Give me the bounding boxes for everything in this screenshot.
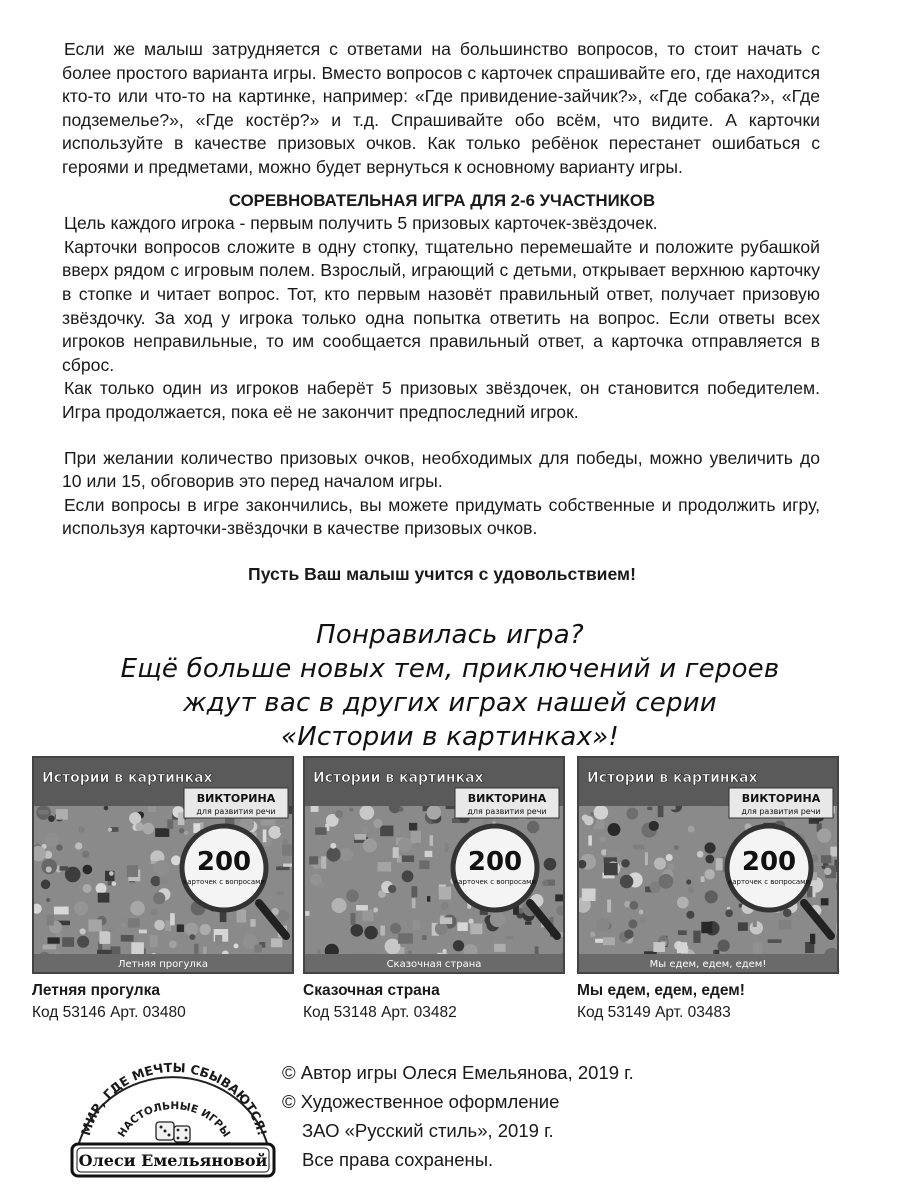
promo-line-3: ждут вас в других играх нашей серии bbox=[183, 688, 717, 718]
promo-line-4: «Истории в картинках»! bbox=[280, 722, 620, 752]
spacer bbox=[62, 425, 820, 447]
section-title: СОРЕВНОВАТЕЛЬНАЯ ИГРА ДЛЯ 2-6 УЧАСТНИКОВ bbox=[228, 190, 656, 210]
box-subtitle: для развития речи bbox=[741, 807, 821, 816]
rules-text bbox=[62, 38, 820, 586]
product-code: Код 53148 Арт. 03482 bbox=[303, 1004, 457, 1021]
copyright-line-3: ЗАО «Русский стиль», 2019 г. bbox=[302, 1120, 554, 1141]
box-subtitle: для развития речи bbox=[196, 807, 276, 816]
box-type: ВИКТОРИНА bbox=[467, 792, 547, 805]
product-name: Летняя прогулка bbox=[32, 982, 161, 999]
copyright-line-2: © Художественное оформление bbox=[282, 1091, 560, 1112]
box-type: ВИКТОРИНА bbox=[741, 792, 821, 805]
box-art bbox=[579, 758, 837, 972]
product-box-3 bbox=[577, 756, 839, 974]
box-type: ВИКТОРИНА bbox=[196, 792, 276, 805]
box-count: 200 bbox=[467, 847, 523, 877]
promo-line-1: Понравилась игра? bbox=[316, 620, 584, 650]
product-code: Код 53146 Арт. 03480 bbox=[32, 1004, 186, 1021]
closing-line: Пусть Ваш малыш учится с удовольствием! bbox=[248, 563, 636, 584]
product-name: Сказочная страна bbox=[303, 982, 440, 999]
logo-plate-text: Олеси Емельяновой bbox=[78, 1151, 268, 1170]
product-code: Код 53149 Арт. 03483 bbox=[577, 1004, 731, 1021]
box-count: 200 bbox=[196, 847, 252, 877]
product-box-2 bbox=[303, 756, 565, 974]
box-count-label: карточек с вопросами bbox=[728, 878, 810, 886]
publisher-logo bbox=[68, 1060, 278, 1180]
box-footer: Мы едем, едем, едем! bbox=[649, 959, 767, 970]
promo-line-2: Ещё больше новых тем, приключений и героев bbox=[120, 654, 780, 684]
goal-paragraph: Цель каждого игрока - первым получить 5 призовых карточек-звёздочек. bbox=[64, 213, 658, 234]
product-name: Мы едем, едем, едем! bbox=[577, 982, 745, 999]
promo-block bbox=[0, 618, 900, 754]
box-count-label: карточек с вопросами bbox=[183, 878, 265, 886]
product-box-1 bbox=[32, 756, 294, 974]
box-count-label: карточек с вопросами bbox=[454, 878, 536, 886]
copyright-line-4: Все права сохранены. bbox=[302, 1149, 494, 1170]
product-caption-2 bbox=[303, 980, 457, 1024]
box-footer: Летняя прогулка bbox=[118, 959, 208, 970]
copyright-block bbox=[282, 1058, 634, 1174]
product-caption-1 bbox=[32, 980, 186, 1024]
box-brand: Истории в картинках bbox=[587, 770, 758, 786]
box-footer: Сказочная страна bbox=[386, 959, 482, 970]
variant-questions-paragraph: Если вопросы в игре закончились, вы можете придумать собственные и продолжить игру, используя карточки-звёздочки в качестве призовых очков. bbox=[62, 494, 820, 539]
box-art bbox=[34, 758, 292, 972]
logo-arc-text: МИР, ГДЕ МЕЧТЫ СБЫВАЮТСЯ! bbox=[77, 1060, 271, 1138]
setup-paragraph: Карточки вопросов сложите в одну стопку, тщательно перемешайте и положите рубашкой вверх рядом с игровым полем. Взрослый, играющий с детьми, открывает верхнюю карточку в стопке и читает вопрос. Тот, кто первым назовёт правильный ответ, получает призовую звёздочку. За ход у игрока только одна попытка ответить на вопрос. Если ответы всех игроков неправильные, то им сообщается правильный ответ, а карточка отправляется в сброс. bbox=[62, 236, 820, 375]
copyright-line-1: © Автор игры Олеся Емельянова, 2019 г. bbox=[282, 1062, 634, 1083]
box-art bbox=[305, 758, 563, 972]
box-brand: Истории в картинках bbox=[313, 770, 484, 786]
product-boxes bbox=[28, 756, 878, 976]
logo-inner-text: НАСТОЛЬНЫЕ ИГРЫ bbox=[115, 1100, 233, 1140]
box-count: 200 bbox=[741, 847, 797, 877]
box-subtitle: для развития речи bbox=[467, 807, 547, 816]
intro-paragraph: Если же малыш затрудняется с ответами на большинство вопросов, то стоит начать с более простого варианта игры. Вместо вопросов с карточек спрашивайте его, где находится кто-то или что-то на картинке, например: «Где привидение-зайчик?», «Где собака?», «Где подземелье?», «Где костёр?» и т.д. Спрашивайте обо всём, что видите. А карточки используйте в качестве призовых очков. Как только ребёнок перестанет ошибаться с героями и предметами, можно будет вернуться к основному варианту игры. bbox=[62, 39, 820, 177]
box-brand: Истории в картинках bbox=[42, 770, 213, 786]
product-caption-3 bbox=[577, 980, 745, 1024]
winner-paragraph: Как только один из игроков наберёт 5 призовых звёздочек, он становится победителем. Игра продолжается, пока её не закончит предпоследний игрок. bbox=[62, 378, 820, 422]
variant-points-paragraph: При желании количество призовых очков, необходимых для победы, можно увеличить до 10 или 15, обговорив это перед началом игры. bbox=[62, 447, 820, 492]
